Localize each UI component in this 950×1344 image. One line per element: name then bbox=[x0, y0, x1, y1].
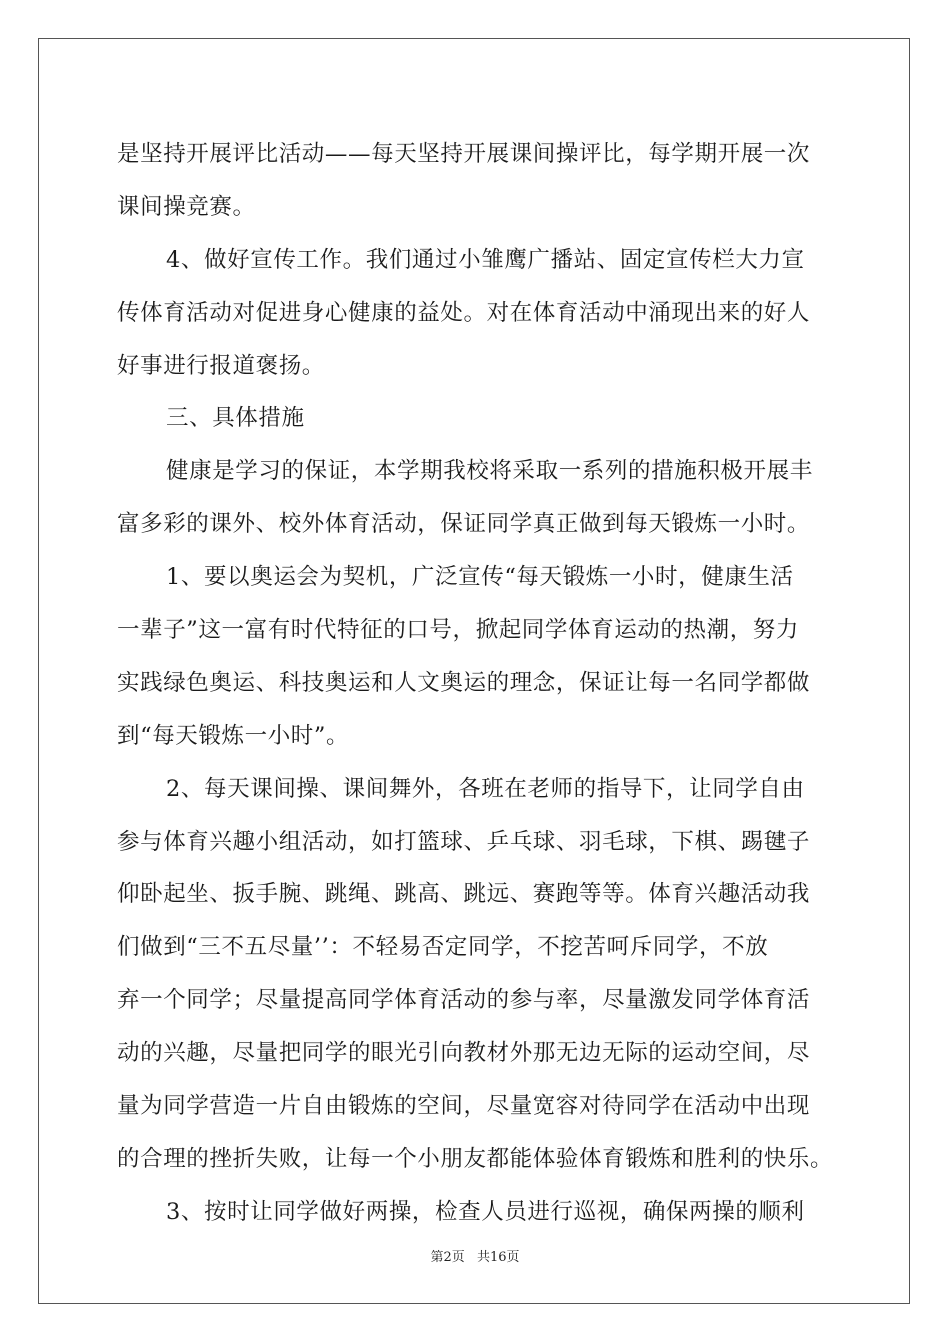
text-line: 量为同学营造一片自由锻炼的空间，尽量宽容对待同学在活动中出现 bbox=[117, 1093, 811, 1120]
text-line: 的合理的挫折失败，让每一个小朋友都能体验体育锻炼和胜利的快乐。 bbox=[117, 1145, 834, 1172]
text-line: 们做到“三不五尽量’’：不轻易否定同学，不挖苦呵斥同学，不放 bbox=[117, 934, 769, 961]
text-line: 三、具体措施 bbox=[166, 405, 305, 432]
text-line: 动的兴趣，尽量把同学的眼光引向教材外那无边无际的运动空间，尽 bbox=[117, 1040, 811, 1067]
text-line: 富多彩的课外、校外体育活动，保证同学真正做到每天锻炼一小时。 bbox=[117, 511, 811, 538]
text-line: 健康是学习的保证，本学期我校将采取一系列的措施积极开展丰 bbox=[166, 458, 813, 485]
document-body bbox=[117, 128, 839, 1239]
page-number: 第2页 bbox=[430, 1250, 465, 1265]
page-footer bbox=[0, 1246, 950, 1265]
text-line: 1、要以奥运会为契机，广泛宣传“每天锻炼一小时，健康生活 bbox=[166, 564, 794, 591]
text-line: 一辈子”这一富有时代特征的口号，掀起同学体育运动的热潮，努力 bbox=[117, 617, 800, 644]
text-line: 4、做好宣传工作。我们通过小雏鹰广播站、固定宣传栏大力宣 bbox=[166, 246, 805, 273]
text-line: 实践绿色奥运、科技奥运和人文奥运的理念，保证让每一名同学都做 bbox=[117, 669, 811, 696]
text-line: 好事进行报道褒扬。 bbox=[117, 352, 325, 379]
text-line: 弃一个同学；尽量提高同学体育活动的参与率，尽量激发同学体育活 bbox=[117, 987, 811, 1014]
text-line: 课间操竞赛。 bbox=[117, 193, 256, 220]
text-line: 传体育活动对促进身心健康的益处。对在体育活动中涌现出来的好人 bbox=[117, 299, 811, 326]
text-line: 是坚持开展评比活动——每天坚持开展课间操评比，每学期开展一次 bbox=[117, 141, 811, 167]
text-line: 参与体育兴趣小组活动，如打篮球、乒乓球、羽毛球，下棋、踢毽子 bbox=[117, 828, 811, 855]
text-line: 仰卧起坐、扳手腕、跳绳、跳高、跳远、赛跑等等。体育兴趣活动我 bbox=[117, 881, 811, 908]
text-line: 到“每天锻炼一小时”。 bbox=[117, 722, 350, 749]
text-line: 2、每天课间操、课间舞外，各班在老师的指导下，让同学自由 bbox=[166, 775, 805, 802]
page-total: 共16页 bbox=[476, 1250, 520, 1265]
text-line: 3、按时让同学做好两操，检查人员进行巡视，确保两操的顺利 bbox=[166, 1198, 805, 1225]
